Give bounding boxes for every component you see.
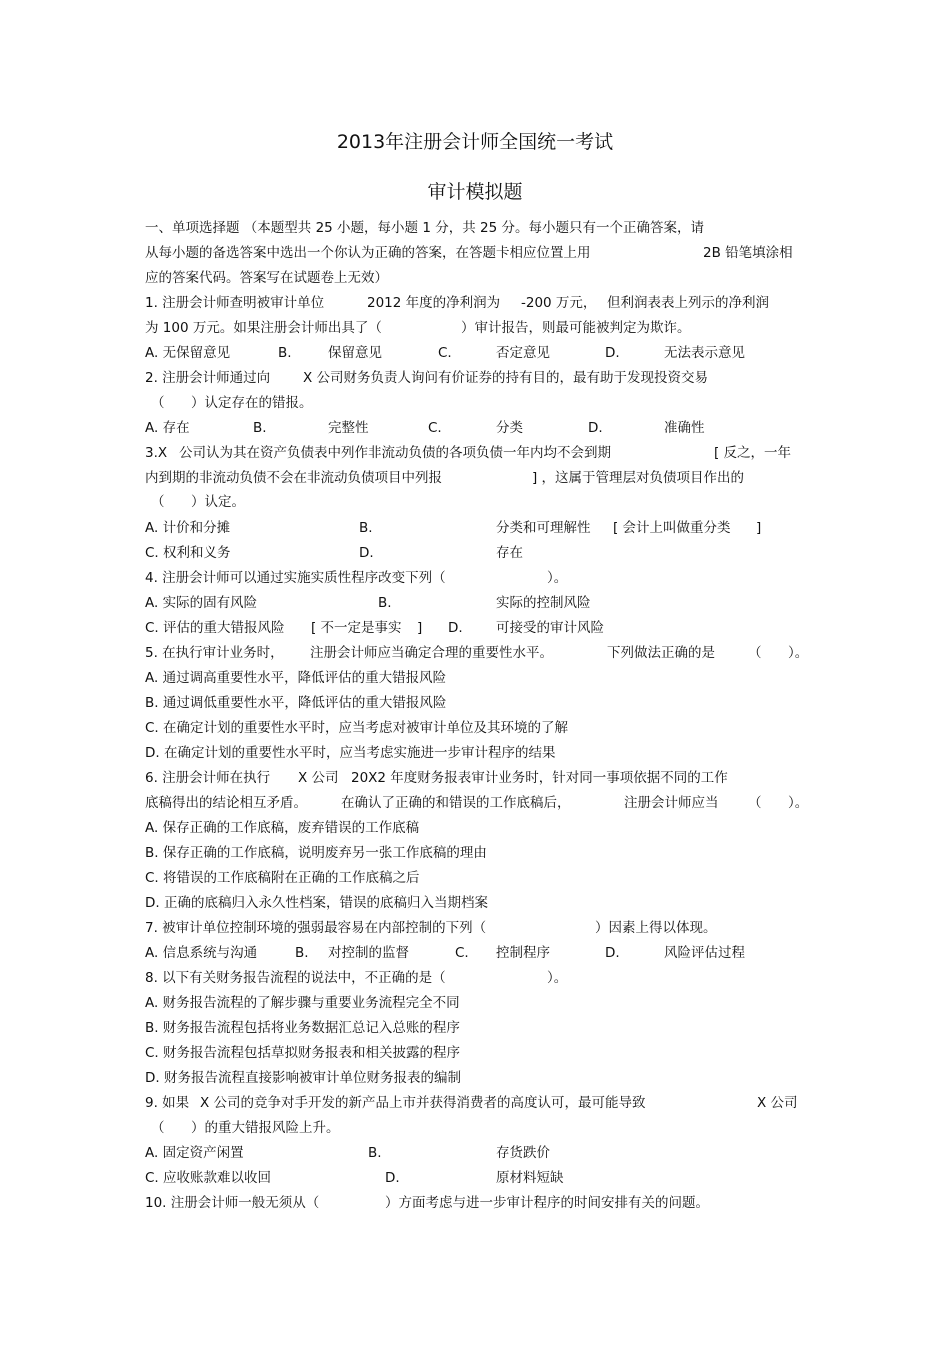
document-subtitle: 审计模拟题 — [427, 181, 523, 203]
stem-text: 内到期的非流动负债不会在非流动负债项目中列报 — [145, 470, 442, 486]
option-d[interactable]: 风险评估过程 — [664, 945, 745, 961]
option-b[interactable]: 分类和可理解性 — [496, 520, 591, 536]
stem-text: 下列做法正确的是 — [607, 645, 715, 661]
stem-text: 4. 注册会计师可以通过实施实质性程序改变下列（ — [145, 570, 446, 586]
question-6-option-a[interactable]: A. 保存正确的工作底稿，废弃错误的工作底稿 — [145, 820, 420, 836]
stem-text: 为 100 万元。如果注册会计师出具了（ — [145, 320, 382, 336]
stem-text: [ 反之，一年 — [714, 445, 792, 461]
option-d[interactable]: 可接受的审计风险 — [496, 620, 604, 636]
option-b-letter[interactable]: B. — [378, 595, 392, 611]
option-a[interactable]: A. 信息系统与沟通 — [145, 945, 258, 961]
stem-text: X 公司财务负责人询问有价证券的持有目的，最有助于发现投资交易 — [303, 370, 709, 386]
option-b[interactable]: 保留意见 — [328, 345, 382, 361]
option-c[interactable]: 控制程序 — [496, 945, 550, 961]
option-c-note: ] — [417, 620, 423, 636]
question-8-option-d[interactable]: D. 财务报告流程直接影响被审计单位财务报表的编制 — [145, 1070, 461, 1086]
option-d[interactable]: 准确性 — [664, 420, 705, 436]
stem-text: （ — [151, 1120, 165, 1136]
stem-text: ）审计报告，则最可能被判定为欺诈。 — [461, 320, 691, 336]
option-b-letter[interactable]: B. — [359, 520, 373, 536]
option-a[interactable]: A. 实际的固有风险 — [145, 595, 258, 611]
question-6-option-c[interactable]: C. 将错误的工作底稿附在正确的工作底稿之后 — [145, 870, 420, 886]
stem-text: ）。 — [547, 970, 568, 986]
stem-text: 在确认了正确的和错误的工作底稿后， — [341, 795, 571, 811]
option-b-letter[interactable]: B. — [295, 945, 309, 961]
stem-text: 公司认为其在资产负债表中列作非流动负债的各项负债一年内均不会到期 — [179, 445, 611, 461]
option-a[interactable]: A. 固定资产闲置 — [145, 1145, 244, 1161]
option-c-letter[interactable]: C. — [455, 945, 469, 961]
option-d-letter[interactable]: D. — [385, 1170, 400, 1186]
section-instructions-line-3: 应的答案代码。答案写在试题卷上无效） — [145, 270, 388, 286]
question-5-option-c[interactable]: C. 在确定计划的重要性水平时，应当考虑对被审计单位及其环境的了解 — [145, 720, 569, 736]
stem-text: 10. 注册会计师一般无须从（ — [145, 1195, 320, 1211]
option-a[interactable]: A. 计价和分摊 — [145, 520, 231, 536]
section-instructions-line-1: 一、单项选择题 （本题型共 25 小题，每小题 1 分，共 25 分。每小题只有一个正确答案，请 — [145, 220, 704, 236]
stem-text: ] ，这属于管理层对负债项目作出的 — [532, 470, 745, 486]
stem-text: 9. 如果 — [145, 1095, 190, 1111]
option-d[interactable]: 原材料短缺 — [496, 1170, 564, 1186]
option-d-letter[interactable]: D. — [605, 345, 620, 361]
option-c-letter[interactable]: C. — [438, 345, 452, 361]
stem-text: X 公司 — [298, 770, 339, 786]
instructions-text: 2B 铅笔填涂相 — [703, 245, 793, 261]
stem-text: （ — [748, 795, 762, 811]
stem-text: 注册会计师应当确定合理的重要性水平。 — [310, 645, 553, 661]
option-c[interactable]: 否定意见 — [496, 345, 550, 361]
stem-text: X 公司 — [757, 1095, 798, 1111]
option-b[interactable]: 实际的控制风险 — [496, 595, 591, 611]
option-c[interactable]: C. 应收账款难以收回 — [145, 1170, 272, 1186]
option-a[interactable]: A. 存在 — [145, 420, 190, 436]
stem-text: ）方面考虑与进一步审计程序的时间安排有关的问题。 — [385, 1195, 709, 1211]
stem-text: （ — [748, 645, 762, 661]
stem-text: ）。 — [788, 795, 809, 811]
stem-text: ）。 — [547, 570, 568, 586]
question-6-option-b[interactable]: B. 保存正确的工作底稿，说明废弃另一张工作底稿的理由 — [145, 845, 487, 861]
option-b-letter[interactable]: B. — [368, 1145, 382, 1161]
option-c[interactable]: 分类 — [496, 420, 523, 436]
stem-text: （ — [151, 494, 165, 510]
stem-text: 2. 注册会计师通过向 — [145, 370, 271, 386]
stem-text: ）认定。 — [191, 494, 245, 510]
option-c[interactable]: C. 评估的重大错报风险 — [145, 620, 285, 636]
question-8-option-c[interactable]: C. 财务报告流程包括草拟财务报表和相关披露的程序 — [145, 1045, 461, 1061]
stem-text: 注册会计师应当 — [624, 795, 719, 811]
stem-text: 底稿得出的结论相互矛盾。 — [145, 795, 307, 811]
stem-text: 5. 在执行审计业务时， — [145, 645, 284, 661]
option-b-letter[interactable]: B. — [278, 345, 292, 361]
stem-text: X 公司的竞争对手开发的新产品上市并获得消费者的高度认可，最可能导致 — [200, 1095, 646, 1111]
stem-text: ）。 — [788, 645, 809, 661]
option-b-note: [ 会计上叫做重分类 — [613, 520, 731, 536]
option-c-letter[interactable]: C. — [428, 420, 442, 436]
question-6-option-d[interactable]: D. 正确的底稿归入永久性档案，错误的底稿归入当期档案 — [145, 895, 488, 911]
stem-text: 7. 被审计单位控制环境的强弱最容易在内部控制的下列（ — [145, 920, 487, 936]
option-d-letter[interactable]: D. — [448, 620, 463, 636]
stem-text: （ — [151, 395, 165, 411]
option-c[interactable]: C. 权利和义务 — [145, 545, 231, 561]
stem-text: 20X2 年度财务报表审计业务时，针对同一事项依据不同的工作 — [351, 770, 728, 786]
stem-text: ）的重大错报风险上升。 — [191, 1120, 340, 1136]
option-a[interactable]: A. 无保留意见 — [145, 345, 231, 361]
option-d[interactable]: 无法表示意见 — [664, 345, 745, 361]
stem-text: 3.X — [145, 445, 168, 461]
instructions-text: 从每小题的备选答案中选出一个你认为正确的答案，在答题卡相应位置上用 — [145, 245, 591, 261]
option-b[interactable]: 完整性 — [328, 420, 369, 436]
stem-text: ）因素上得以体现。 — [595, 920, 717, 936]
stem-text: 1. 注册会计师查明被审计单位 — [145, 295, 325, 311]
option-d-letter[interactable]: D. — [588, 420, 603, 436]
document-title: 2013年注册会计师全国统一考试 — [336, 131, 614, 153]
stem-text: 但利润表表上列示的净利润 — [607, 295, 769, 311]
option-b-note: ] — [756, 520, 762, 536]
option-d-letter[interactable]: D. — [605, 945, 620, 961]
question-5-option-a[interactable]: A. 通过调高重要性水平，降低评估的重大错报风险 — [145, 670, 447, 686]
option-d-letter[interactable]: D. — [359, 545, 374, 561]
question-5-option-d[interactable]: D. 在确定计划的重要性水平时，应当考虑实施进一步审计程序的结果 — [145, 745, 556, 761]
stem-text: ）认定存在的错报。 — [191, 395, 313, 411]
stem-text: 8. 以下有关财务报告流程的说法中，不正确的是（ — [145, 970, 446, 986]
question-5-option-b[interactable]: B. 通过调低重要性水平，降低评估的重大错报风险 — [145, 695, 447, 711]
option-d[interactable]: 存在 — [496, 545, 523, 561]
option-c-note: [ 不一定是事实 — [311, 620, 402, 636]
stem-text: 6. 注册会计师在执行 — [145, 770, 271, 786]
option-b-letter[interactable]: B. — [253, 420, 267, 436]
option-b[interactable]: 存货跌价 — [496, 1145, 550, 1161]
stem-text: -200 万元， — [521, 295, 597, 311]
question-8-option-b[interactable]: B. 财务报告流程包括将业务数据汇总记入总账的程序 — [145, 1020, 460, 1036]
option-b[interactable]: 对控制的监督 — [328, 945, 409, 961]
stem-text: 2012 年度的净利润为 — [367, 295, 501, 311]
question-8-option-a[interactable]: A. 财务报告流程的了解步骤与重要业务流程完全不同 — [145, 995, 460, 1011]
